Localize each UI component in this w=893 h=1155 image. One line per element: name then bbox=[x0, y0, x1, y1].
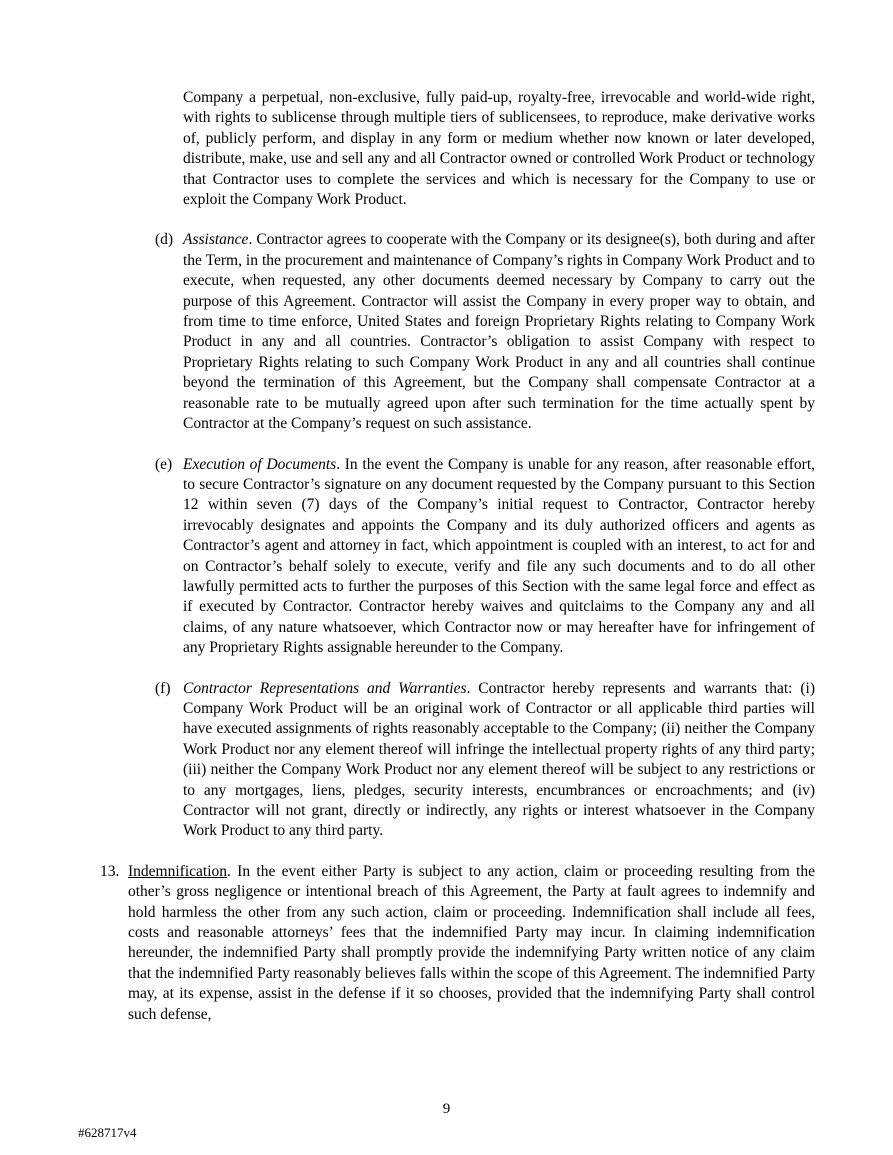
subparagraph-d-text bbox=[183, 230, 815, 434]
document-body bbox=[100, 88, 815, 1025]
subparagraph-e-title: Execution of Documents bbox=[183, 455, 337, 473]
section-13-text bbox=[128, 862, 815, 1025]
subparagraph-d-body: . Contractor agrees to cooperate with the Company or its designee(s), both during and after the Term, in the procurement and maintenance of Company’s rights in Company Work Product and to execute, when requested, any other documents deemed necessary by Company to carry out the purpose of this Agreement. Contractor will assist the Company in every proper way to obtain, and from time to time enforce, United States and foreign Proprietary Rights relating to Company Work Product in any and all countries. Contractor’s obligation to assist Company with respect to Proprietary Rights relating to such Company Work Product in any and all countries shall continue beyond the termination of this Agreement, but the Company shall compensate Contractor at a reasonable rate to be mutually agreed upon after such termination for the time actually spent by Contractor at the Company’s request on such assistance. bbox=[183, 231, 815, 433]
section-13-number: 13. bbox=[100, 862, 120, 880]
subparagraph-e-text bbox=[183, 455, 815, 659]
subparagraph-d-label: (d) bbox=[155, 231, 174, 249]
section-13-title: Indemnification bbox=[128, 862, 227, 880]
section-13-body: . In the event either Party is subject to any action, claim or proceeding resulting from the other’s gross negligence or intentional breach of this Agreement, the Party at fault agrees to indemnify and hold harmless the other from any such action, claim or proceeding. Indemnification shall include all fees, costs and reasonable attorneys’ fees that the indemnified Party may incur. In claiming indemnification hereunder, the indemnified Party shall promptly provide the indemnifying Party written notice of any claim that the indemnified Party reasonably believes falls within the scope of this Agreement. The indemnified Party may, at its expense, assist in the defense if it so chooses, provided that the indemnifying Party shall control such defense, bbox=[128, 862, 815, 1023]
subparagraph-d-title: Assistance bbox=[183, 231, 249, 249]
page-number: 9 bbox=[442, 1100, 451, 1117]
subparagraph-f bbox=[155, 679, 815, 842]
subparagraph-f-body: . Contractor hereby represents and warrants that: (i) Company Work Product will be an original work of Contractor or all applicable third parties will have executed assignments of rights reasonably acceptable to the Company; (ii) neither the Company Work Product nor any element thereof will infringe the intellectual property rights of any third party; (iii) neither the Company Work Product nor any element thereof will be subject to any restrictions or to any mortgages, liens, pledges, security interests, encumbrances or encroachments; and (iv) Contractor will not grant, directly or indirectly, any rights or interest whatsoever in the Company Work Product to any third party. bbox=[183, 679, 815, 840]
subparagraph-e-label: (e) bbox=[155, 455, 173, 473]
subparagraph-d bbox=[155, 230, 815, 434]
section-13 bbox=[100, 862, 815, 1025]
subparagraph-f-title: Contractor Representations and Warranties bbox=[183, 679, 467, 697]
paragraph-continuation: Company a perpetual, non-exclusive, fully paid-up, royalty-free, irrevocable and world-wide right, with rights to sublicense through multiple tiers of sublicensees, to reproduce, make derivative works of, publicly perform, and display in any form or medium whether now known or later developed, distribute, make, use and sell any and all Contractor owned or controlled Work Product or technology that Contractor uses to complete the services and which is necessary for the Company to use or exploit the Company Work Product. bbox=[183, 89, 815, 209]
document-reference-number: #628717v4 bbox=[78, 1124, 137, 1140]
subparagraph-e-body: . In the event the Company is unable for any reason, after reasonable effort, to secure Contractor’s signature on any document requested by the Company pursuant to this Section 12 within seven (7) days of the Company’s initial request to Contractor, Contractor hereby irrevocably designates and appoints the Company and its duly authorized officers and agents as Contractor’s agent and attorney in fact, which appointment is coupled with an interest, to act for and on Contractor’s behalf solely to execute, verify and file any such documents and to do all other lawfully permitted acts to further the purposes of this Section with the same legal force and effect as if executed by Contractor. Contractor hereby waives and quitclaims to the Company any and all claims, of any nature whatsoever, which Contractor now or may hereafter have for infringement of any Proprietary Rights assignable hereunder to the Company. bbox=[183, 455, 816, 657]
subparagraph-e bbox=[155, 455, 815, 659]
subparagraph-f-label: (f) bbox=[155, 679, 171, 697]
subparagraph-f-text bbox=[183, 679, 815, 842]
